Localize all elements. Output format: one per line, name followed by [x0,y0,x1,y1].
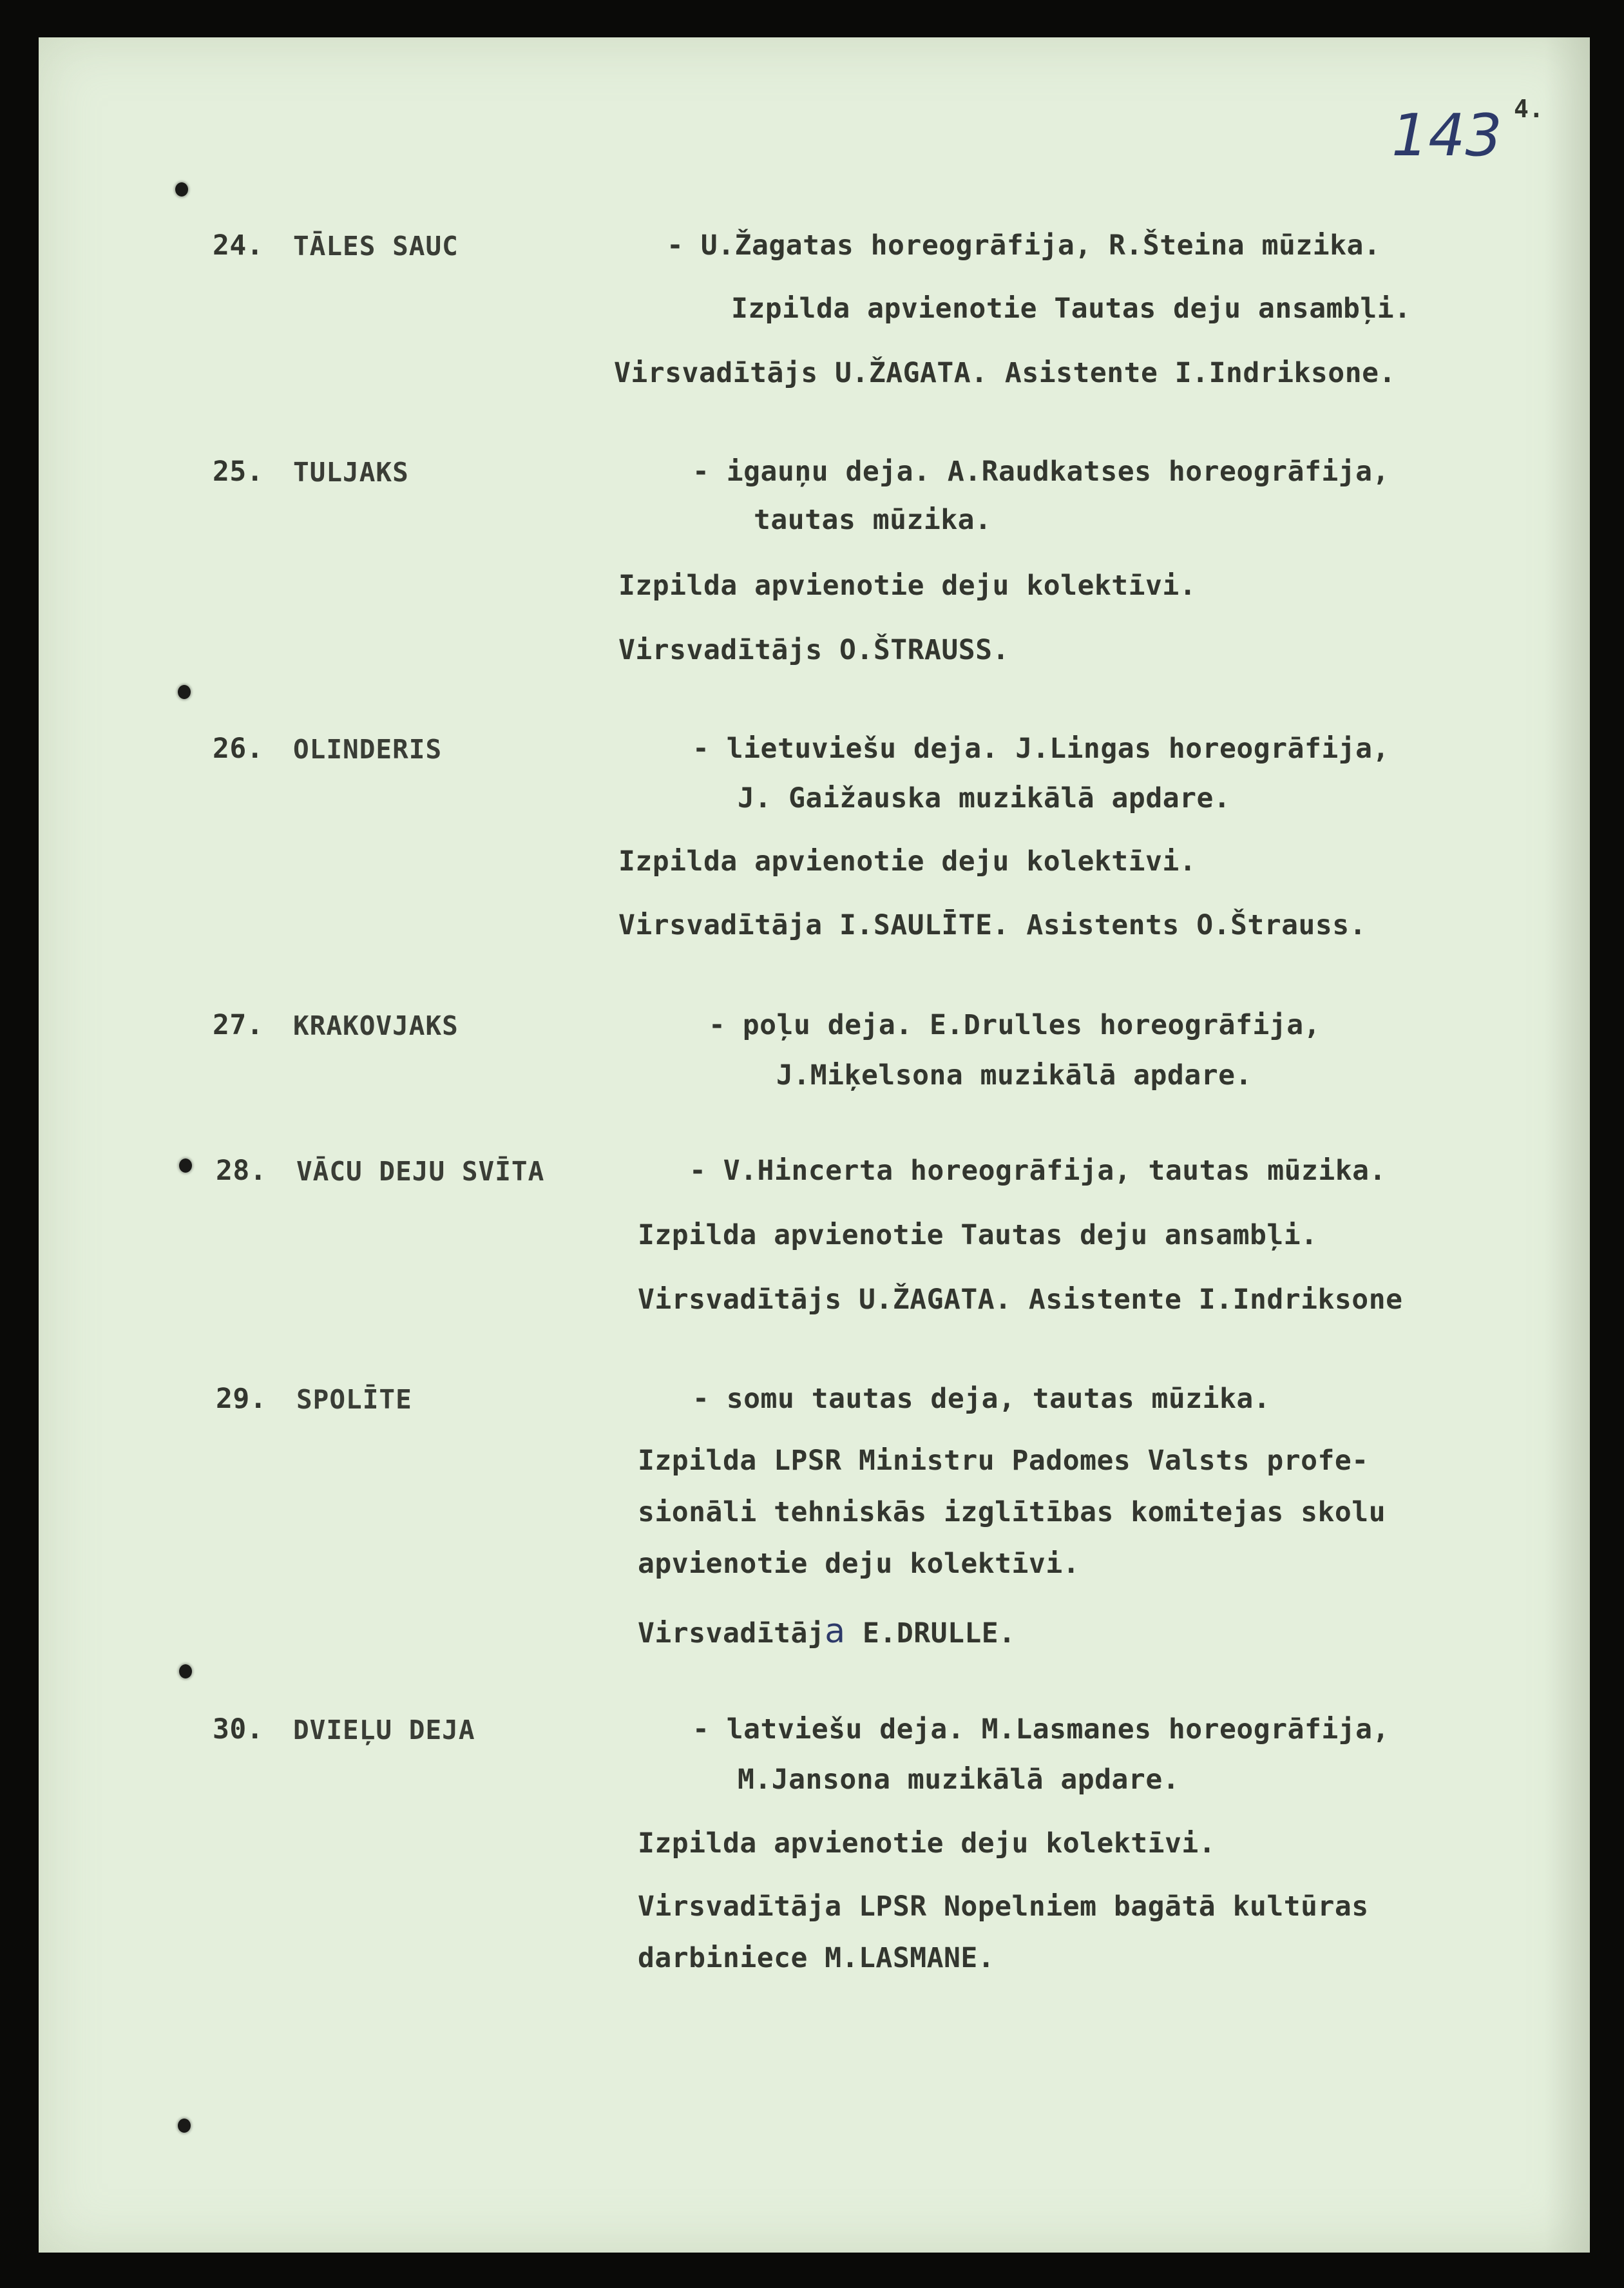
performer-line: Izpilda apvienotie Tautas deju ansambļi. [638,1219,1318,1251]
item-number: 29. [216,1383,267,1415]
item-title: SPOLĪTE [296,1384,412,1415]
punch-hole [179,1158,192,1173]
item-title: TĀLES SAUC [293,231,459,262]
item-title: OLINDERIS [293,734,443,765]
performer-line: Izpilda apvienotie deju kolektīvi. [618,845,1197,878]
item-description: - poļu deja. E.Drulles horeogrāfija, [709,1009,1321,1041]
item-description-cont: J.Miķelsona muzikālā apdare. [776,1059,1252,1091]
punch-hole [178,2119,191,2133]
item-description: - igauņu deja. A.Raudkatses horeogrāfija, [693,456,1390,488]
item-description-cont: M.Jansona muzikālā apdare. [738,1764,1180,1796]
performer-line: Izpilda apvienotie Tautas deju ansambļi. [731,293,1411,325]
item-description-cont: tautas mūzika. [754,504,992,536]
punch-hole [179,1664,192,1678]
item-title: KRAKOVJAKS [293,1010,459,1041]
item-description: - V.Hincerta horeogrāfija, tautas mūzika. [689,1155,1386,1187]
item-number: 26. [213,733,264,765]
performer-line: Izpilda apvienotie deju kolektīvi. [618,570,1197,602]
item-description: - U.Žagatas horeogrāfija, R.Šteina mūzika. [667,229,1381,262]
item-description: - somu tautas deja, tautas mūzika. [693,1383,1271,1415]
performer-line-cont: sionāli tehniskās izglītības komitejas skolu [638,1496,1386,1528]
item-number: 25. [213,456,264,488]
performer-line: Izpilda apvienotie deju kolektīvi. [638,1827,1216,1860]
director-line: Virsvadītājs U.ŽAGATA. Asistente I.Indriksone. [614,357,1396,389]
item-number: 28. [216,1155,267,1187]
handwritten-correction: a [825,1612,846,1651]
document-page [39,37,1590,2253]
punch-hole [178,685,191,699]
director-line [638,1612,1016,1651]
item-description: - latviešu deja. M.Lasmanes horeogrāfija, [693,1713,1390,1745]
item-description: - lietuviešu deja. J.Lingas horeogrāfija, [693,733,1390,765]
handwritten-page-number: 143 [1391,102,1502,169]
item-number: 27. [213,1009,264,1041]
performer-line-cont: apvienotie deju kolektīvi. [638,1548,1080,1580]
director-line: Virsvadītāja I.SAULĪTE. Asistents O.Štrauss. [618,909,1367,941]
item-title: TULJAKS [293,457,409,488]
director-label-typed: Virsvadītāj [638,1617,825,1649]
item-title: DVIEĻU DEJA [293,1715,475,1745]
item-title: VĀCU DEJU SVĪTA [296,1156,545,1187]
director-line-cont: darbiniece M.LASMANE. [638,1942,995,1974]
typed-page-number: 4. [1514,95,1544,123]
item-description-cont: J. Gaižauska muzikālā apdare. [738,782,1231,814]
page-edge-shadow [1545,37,1590,2253]
director-line: Virsvadītāja LPSR Nopelniem bagātā kultūras [638,1890,1369,1923]
director-line: Virsvadītājs U.ŽAGATA. Asistente I.Indriksone [638,1283,1403,1316]
punch-hole [175,182,188,197]
director-name: E.DRULLE. [845,1617,1016,1649]
performer-line: Izpilda LPSR Ministru Padomes Valsts profe- [638,1445,1369,1477]
item-number: 30. [213,1713,264,1745]
item-number: 24. [213,229,264,262]
director-line: Virsvadītājs O.ŠTRAUSS. [618,634,1009,666]
